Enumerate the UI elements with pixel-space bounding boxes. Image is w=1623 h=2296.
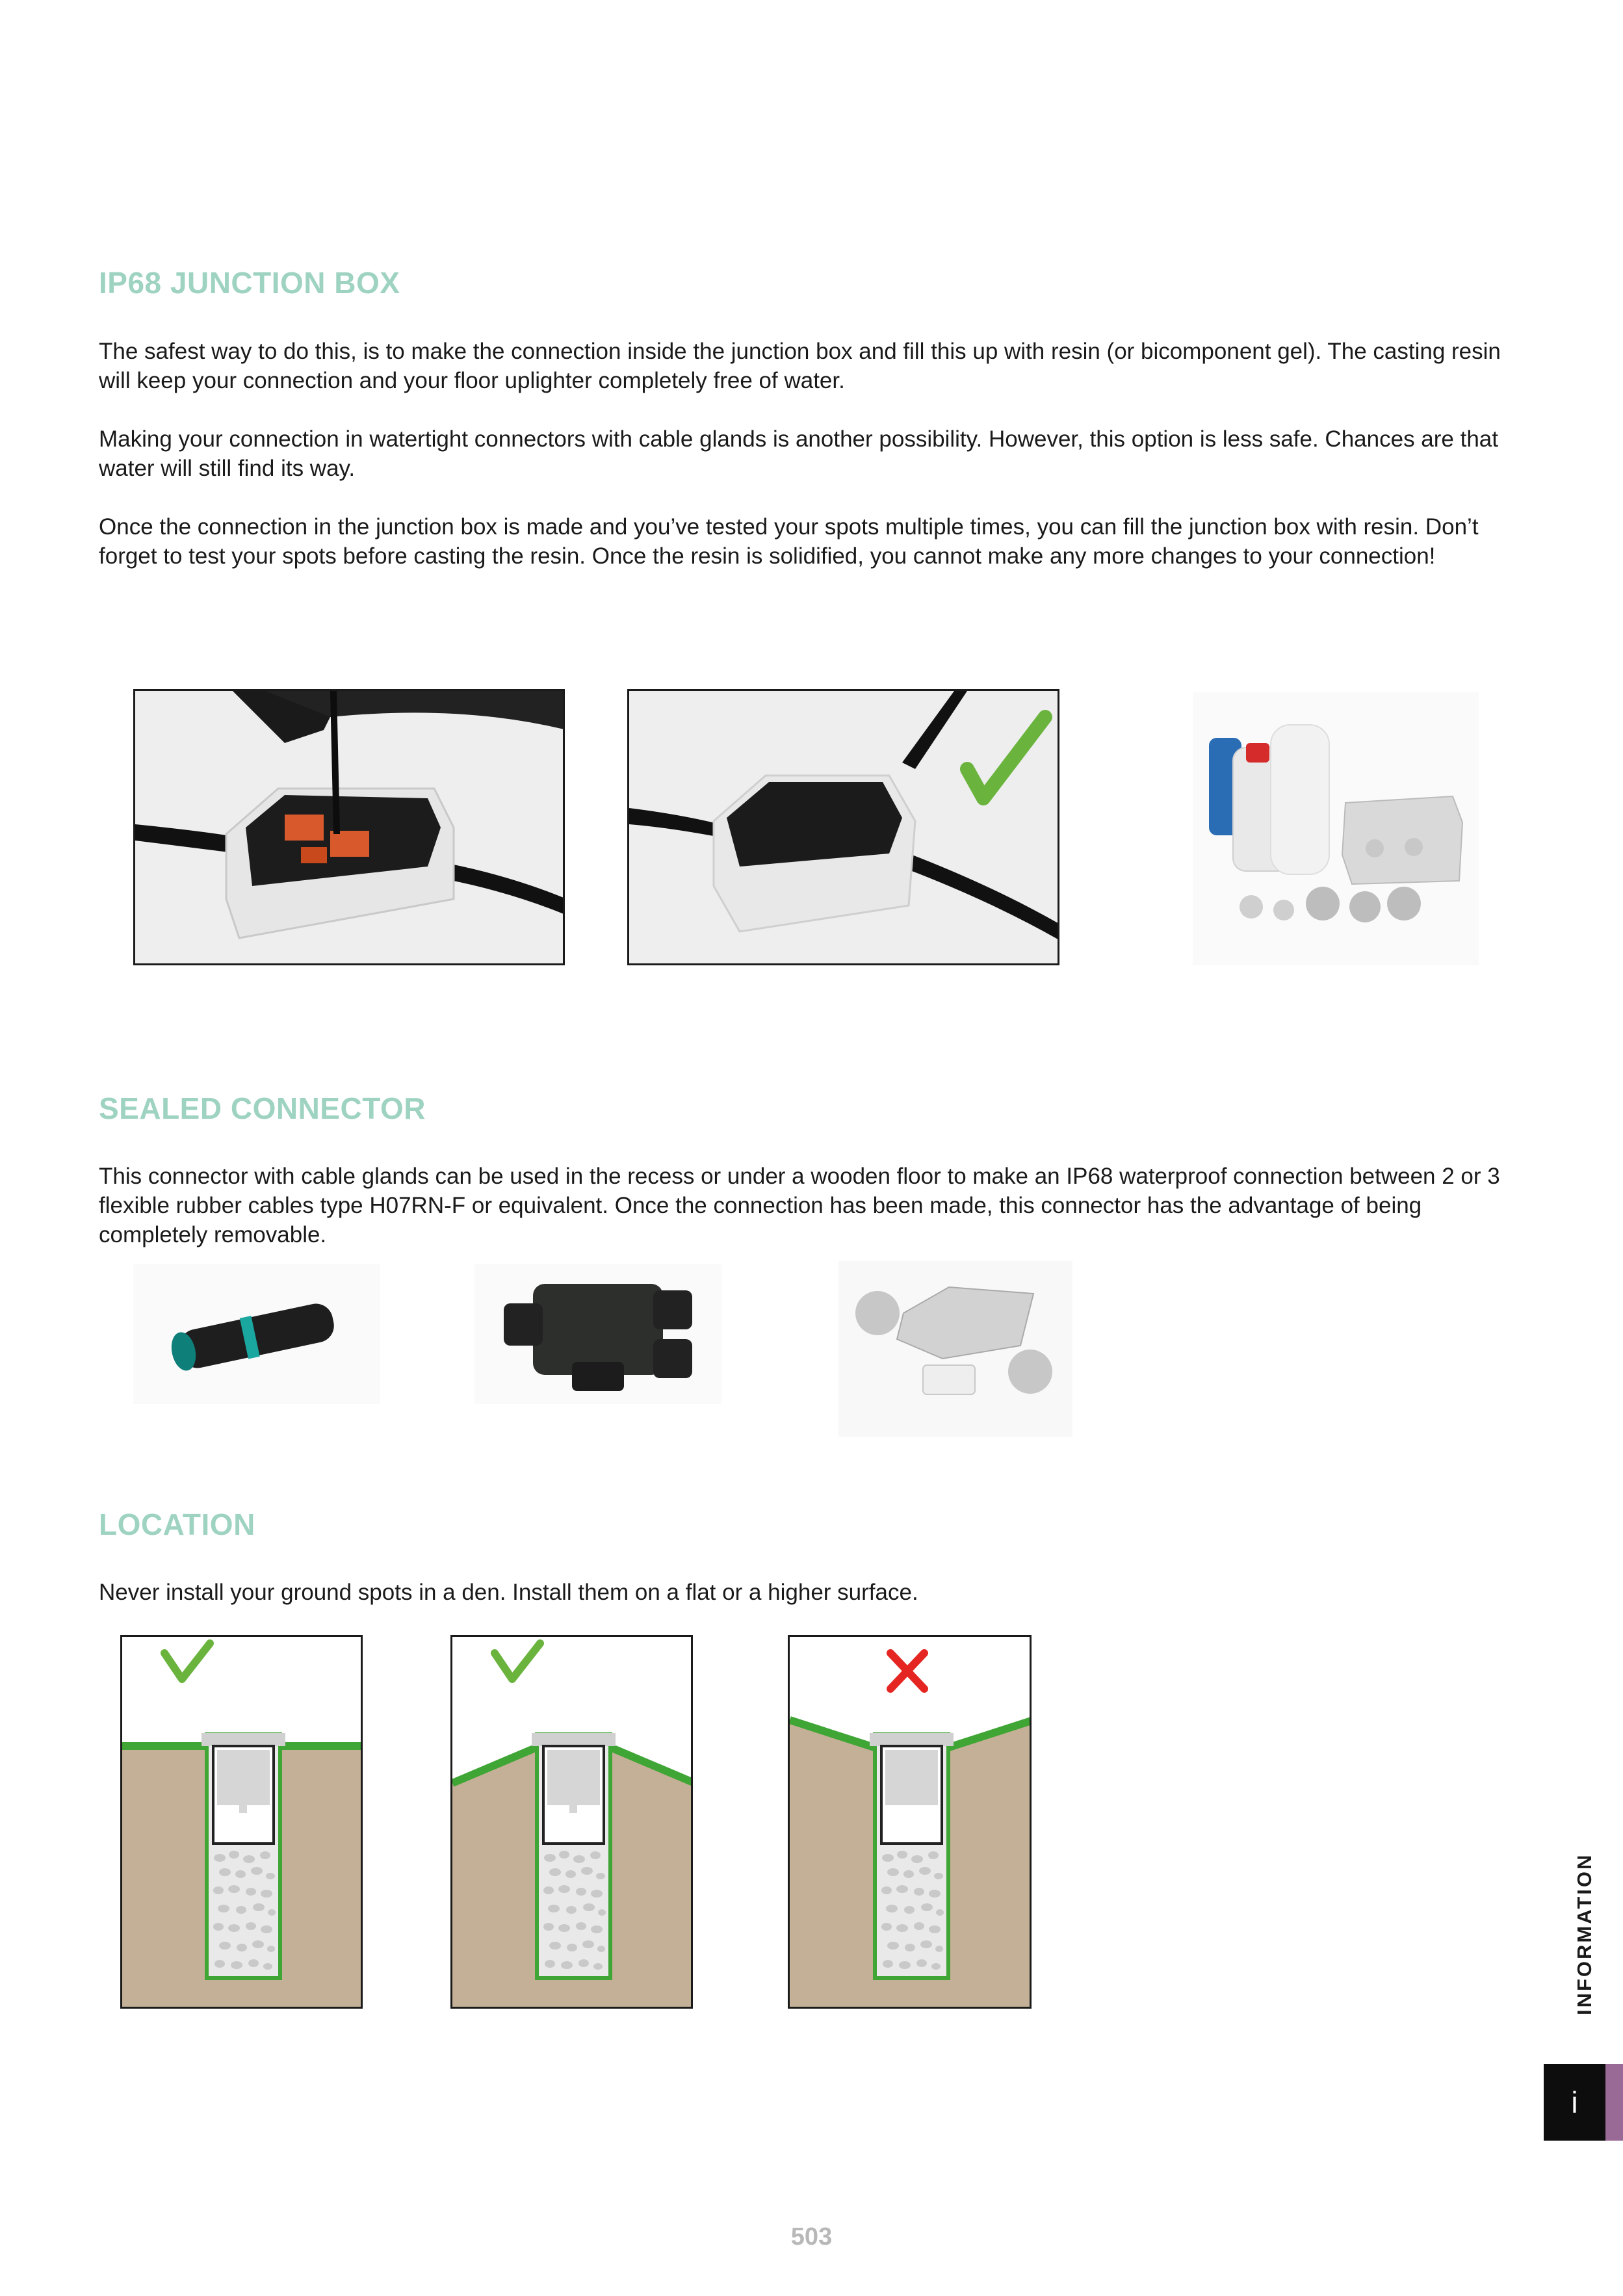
check-icon <box>495 1643 540 1679</box>
diagram-den-surface-drawing <box>790 1637 1032 2009</box>
paragraph-junction-3: Once the connection in the junction box is made and you’ve tested your spots multiple times, you can fill the junction box with resin. Don’t forget to test your spots before casting the resin. Once the resin is solidified, you cannot make any more changes to your connection! <box>99 514 1479 569</box>
diagram-higher-surface <box>450 1635 693 2009</box>
section-title-sealed-connector: SEALED CONNECTOR <box>99 1091 426 1125</box>
photo-sealed-box-illustration <box>629 691 1059 965</box>
photo-sealed-box <box>627 689 1059 965</box>
photo-resin-kit-illustration <box>1193 692 1479 965</box>
diagram-flat-surface <box>120 1635 363 2009</box>
diagram-flat-surface-drawing <box>122 1637 363 2009</box>
page-number: 503 <box>790 2223 833 2250</box>
photo-connector-parts <box>838 1261 1072 1437</box>
diagram-higher-surface-drawing <box>452 1637 693 2009</box>
info-tab <box>1544 2064 1605 2141</box>
side-tab-text: INFORMATION <box>1573 1853 1596 2015</box>
photo-t-connector-illustration <box>474 1264 721 1404</box>
paragraph-location: Never install your ground spots in a den. Install them on a flat or a higher surface. <box>99 1580 918 1605</box>
photo-resin-pouring-illustration <box>135 691 565 965</box>
photo-inline-connector <box>133 1264 380 1404</box>
section-title-location: LOCATION <box>99 1507 255 1541</box>
tab-accent <box>1605 2064 1623 2141</box>
check-icon <box>164 1643 210 1679</box>
diagram-den-surface <box>788 1635 1032 2009</box>
photo-resin-pouring <box>133 689 565 965</box>
side-tab-label <box>1573 1853 1599 2015</box>
photo-inline-connector-illustration <box>133 1264 380 1404</box>
info-icon: i <box>1571 2085 1578 2119</box>
photo-t-connector <box>474 1264 721 1404</box>
section-title-junction-box: IP68 JUNCTION BOX <box>99 266 400 300</box>
photo-connector-parts-illustration <box>838 1261 1072 1437</box>
photo-resin-kit <box>1193 692 1479 965</box>
paragraph-junction-2: Making your connection in watertight connectors with cable glands is another possibility. However, this option is less safe. Chances are that water will still find its way. <box>99 426 1498 481</box>
cross-icon <box>890 1653 924 1689</box>
paragraph-sealed: This connector with cable glands can be used in the recess or under a wooden floor to make an IP68 waterproof connection between 2 or 3 flexible rubber cables type H07RN-F or equivalent. Once the connection has been made, this connector has the advantage of being completely removable. <box>99 1164 1500 1247</box>
paragraph-junction-1: The safest way to do this, is to make the connection inside the junction box and fill this up with resin (or bicomponent gel). The casting resin will keep your connection and your floor uplighter completely free of water. <box>99 339 1501 393</box>
